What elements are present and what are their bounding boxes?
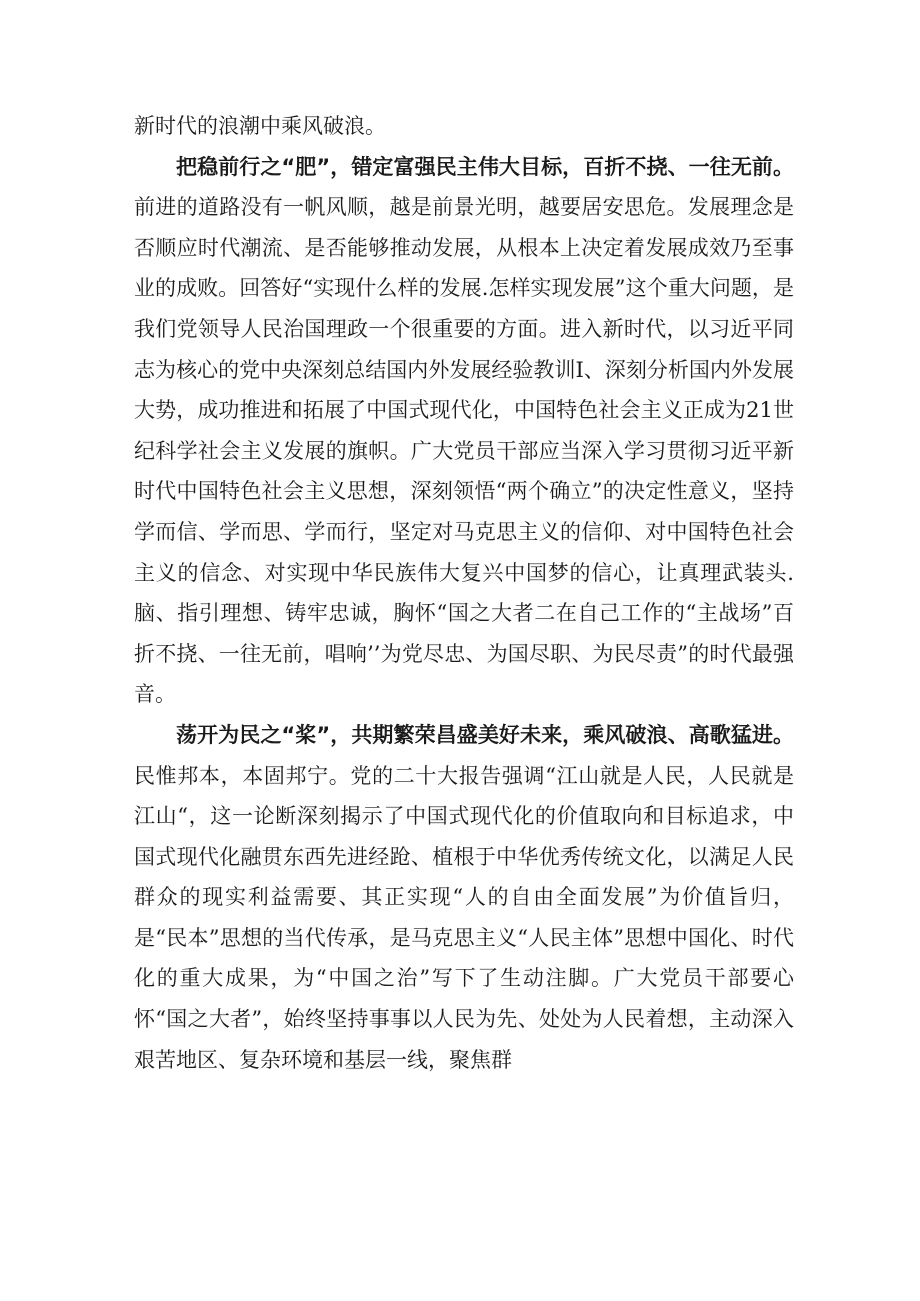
paragraph-continuation bbox=[134, 106, 794, 147]
paragraph-text: 民惟邦本，本固邦宁。党的二十大报告强调“江山就是人民，人民就是江山“，这一论断深刻揭示了中国式现代化的价值取向和目标追求，中国式现代化融贯东西先进经跄、植根于中华优秀传统文化，以满足人民群众的现实利益需要、其正实现“人的自由全面发展”为价值旨归，是“民本”思想的当代传承，是马克思主义“人民主体”思想中国化、时代化的重大成果，为“中国之治”写下了生动注脚。广大党员干部要心怀“国之大者”，始终坚持事事以人民为先、处处为人民着想，主动深入艰苦地区、复杂环境和基层一线，聚焦群 bbox=[134, 763, 794, 1072]
document-body bbox=[134, 106, 794, 1080]
paragraph-lead-sentence: 荡开为民之“桨”，共期繁荣昌盛美好未来，乘风破浪、高歌猛进。 bbox=[176, 722, 794, 747]
paragraph-for-the-people bbox=[134, 715, 794, 1080]
paragraph-text: 新时代的浪潮中乘风破浪。 bbox=[134, 114, 386, 138]
paragraph-text: 前进的道路没有一帆风顺，越是前景光明，越要居安思危。发展理念是否顺应时代潮流、是否能够推动发展，从根本上决定着发展成效乃至事业的成败。回答好“实现什么样的发展.怎样实现发展”这个重大问题，是我们党领导人民治国理政一个很重要的方面。进入新时代，以习近平同志为核心的党中央深刻总结国内外发展经验教训I、深刻分析国内外发展大势，成功推进和拓展了中国式现代化，中国特色社会主义正成为21世纪科学社会主义发展的旗帜。广大党员干部应当深入学习贯彻习近平新时代中国特色社会主义思想，深刻领悟“两个确立”的决定性意义，坚持学而信、学而思、学而行，坚定对马克思主义的信仰、对中国特色社会主义的信念、对实现中华民族伟大复兴中国梦的信心，让真理武装头.脑、指引理想、铸牢忠诚，胸怀“国之大者二在自己工作的“主战场”百折不挠、一往无前，唱响’’为党尽忠、为国尽职、为民尽责”的时代最强音。 bbox=[134, 195, 794, 707]
paragraph-steady-course bbox=[134, 147, 794, 715]
paragraph-lead-sentence: 把稳前行之“肥”，错定富强民主伟大目标，百折不挠、一往无前。 bbox=[176, 154, 794, 179]
